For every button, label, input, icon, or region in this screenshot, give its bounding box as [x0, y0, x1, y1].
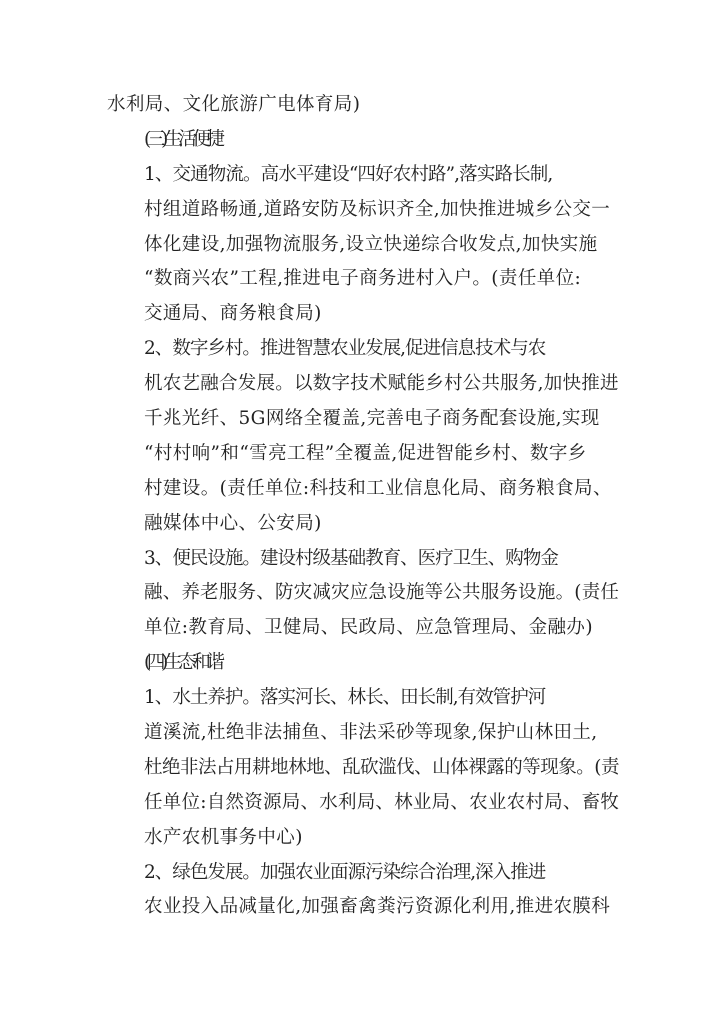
- text-line: 融、养老服务、防灾减灾应急设施等公共服务设施。(责任: [144, 582, 620, 604]
- text-line: 机农艺融合发展。以数字技术赋能乡村公共服务,加快推进: [144, 373, 619, 395]
- paragraph: [107, 542, 620, 647]
- text-line: 千兆光纤、5G网络全覆盖,完善电子商务配套设施,实现: [144, 408, 600, 430]
- paragraph: [107, 158, 615, 332]
- paragraph: [107, 332, 619, 541]
- text-line: 单位:教育局、卫健局、民政局、应急管理局、金融办): [144, 617, 593, 639]
- text-line: (三)生活便捷: [144, 128, 221, 150]
- text-line: 村组道路畅通,道路安防及标识齐全,加快推进城乡公交一: [144, 198, 611, 220]
- text-line: 2、绿色发展。加强农业面源污染综合治理,深入推进: [144, 861, 546, 883]
- text-line: 1、水土养护。落实河长、林长、田长制,有效管护河: [144, 687, 546, 709]
- paragraph: [107, 123, 615, 158]
- text-line: 融媒体中心、公安局): [144, 512, 322, 534]
- paragraph: [107, 681, 620, 855]
- paragraph: [107, 88, 615, 123]
- text-line: “数商兴农”工程,推进电子商务进村入户。(责任单位:: [144, 268, 582, 290]
- paragraph: [107, 856, 615, 926]
- text-line: 2、数字乡村。推进智慧农业发展,促进信息技术与农: [144, 338, 546, 360]
- text-line: 交通局、商务粮食局): [144, 303, 322, 325]
- text-line: 农业投入品减量化,加强畜禽粪污资源化利用,推进农膜科: [144, 896, 611, 918]
- text-line: 村建设。(责任单位:科技和工业信息化局、商务粮食局、: [144, 477, 612, 499]
- text-line: 任单位:自然资源局、水利局、林业局、农业农村局、畜牧: [144, 791, 620, 813]
- text-line: “村村响”和“雪亮工程”全覆盖,促进智能乡村、数字乡: [144, 442, 587, 464]
- text-line: 道溪流,杜绝非法捕鱼、非法采砂等现象,保护山林田土,: [144, 722, 598, 744]
- text-line: (四)生态和谐: [144, 652, 221, 674]
- paragraph: [107, 646, 615, 681]
- text-line: 水产农机事务中心): [144, 826, 303, 848]
- text-line: 水利局、文化旅游广电体育局): [107, 94, 361, 115]
- text-line: 杜绝非法占用耕地林地、乱砍滥伐、山体裸露的等现象。(责: [144, 756, 620, 778]
- document-body: [107, 88, 620, 925]
- text-line: 3、便民设施。建设村级基础教育、医疗卫生、购物金: [144, 547, 558, 569]
- text-line: 1、交通物流。高水平建设“四好农村路”,落实路长制,: [144, 163, 553, 185]
- text-line: 体化建设,加强物流服务,设立快递综合收发点,加快实施: [144, 233, 598, 255]
